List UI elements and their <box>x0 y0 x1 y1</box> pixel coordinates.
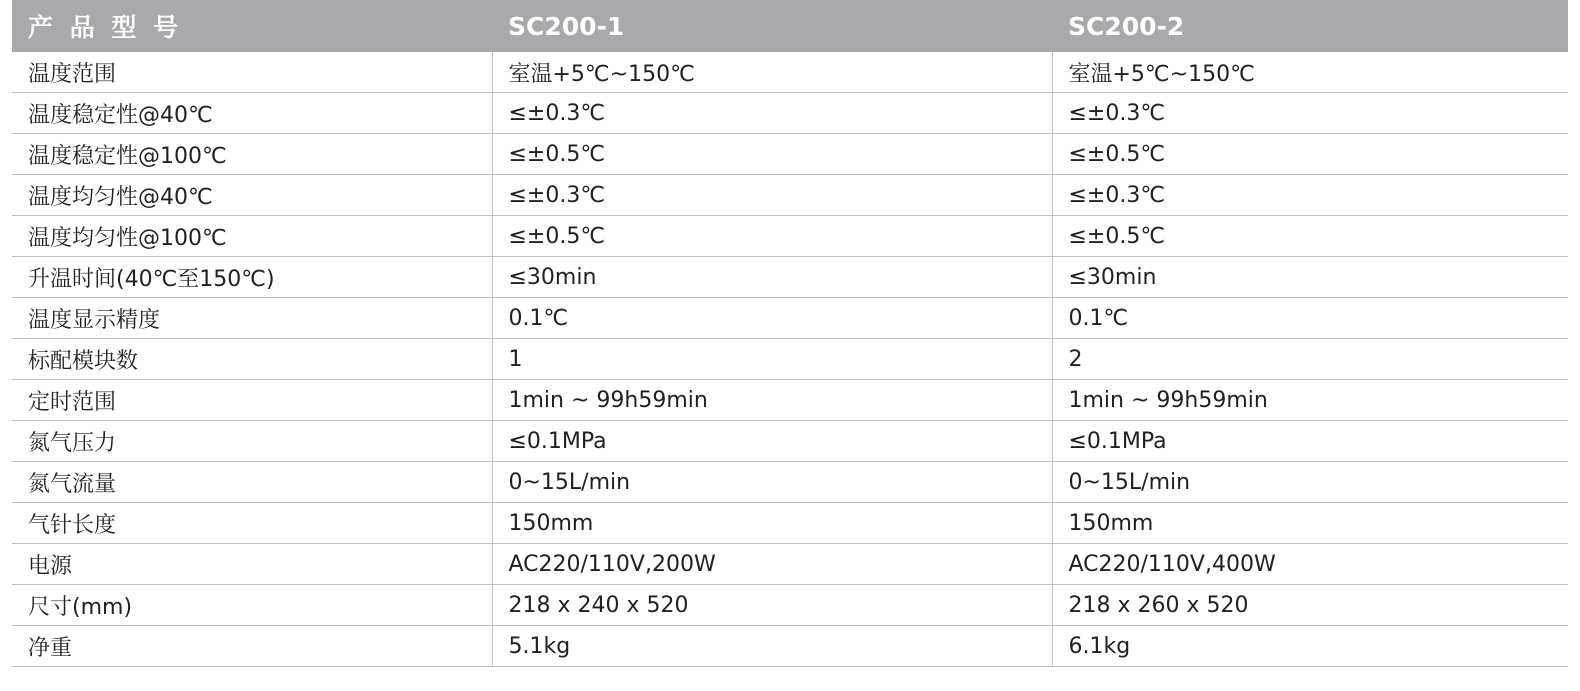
cell-value-model-2: 0~15L/min <box>1052 462 1568 503</box>
table-row <box>12 52 1568 93</box>
cell-value-model-2: ≤±0.5℃ <box>1052 216 1568 257</box>
cell-value-model-1: ≤30min <box>492 257 1052 298</box>
cell-value-model-2: ≤±0.3℃ <box>1052 175 1568 216</box>
cell-parameter: 温度显示精度 <box>12 298 492 339</box>
cell-value-model-2: 150mm <box>1052 503 1568 544</box>
cell-value-model-1: 150mm <box>492 503 1052 544</box>
cell-parameter: 温度范围 <box>12 52 492 93</box>
cell-value-model-1: ≤±0.5℃ <box>492 216 1052 257</box>
table-header <box>12 0 1568 52</box>
cell-parameter: 温度均匀性@40℃ <box>12 175 492 216</box>
table-body <box>12 52 1568 667</box>
table-row <box>12 421 1568 462</box>
cell-value-model-1: AC220/110V,200W <box>492 544 1052 585</box>
cell-value-model-1: 室温+5℃~150℃ <box>492 52 1052 93</box>
cell-parameter: 温度稳定性@40℃ <box>12 93 492 134</box>
cell-parameter: 标配模块数 <box>12 339 492 380</box>
cell-value-model-1: 0~15L/min <box>492 462 1052 503</box>
table-row <box>12 175 1568 216</box>
cell-parameter: 净重 <box>12 626 492 667</box>
table-row <box>12 216 1568 257</box>
table-row <box>12 93 1568 134</box>
cell-value-model-2: 0.1℃ <box>1052 298 1568 339</box>
cell-value-model-2: 6.1kg <box>1052 626 1568 667</box>
cell-value-model-2: 1min ~ 99h59min <box>1052 380 1568 421</box>
cell-value-model-1: ≤±0.5℃ <box>492 134 1052 175</box>
column-header-parameter: 产 品 型 号 <box>12 0 492 52</box>
table-row <box>12 585 1568 626</box>
table-row <box>12 298 1568 339</box>
table-row <box>12 257 1568 298</box>
cell-value-model-1: 1min ~ 99h59min <box>492 380 1052 421</box>
cell-parameter: 气针长度 <box>12 503 492 544</box>
column-header-model-1: SC200-1 <box>492 0 1052 52</box>
table-row <box>12 134 1568 175</box>
cell-value-model-1: 1 <box>492 339 1052 380</box>
cell-parameter: 氮气流量 <box>12 462 492 503</box>
cell-value-model-1: ≤±0.3℃ <box>492 93 1052 134</box>
table-row <box>12 503 1568 544</box>
cell-parameter: 尺寸(mm) <box>12 585 492 626</box>
cell-value-model-1: 218 x 240 x 520 <box>492 585 1052 626</box>
cell-parameter: 氮气压力 <box>12 421 492 462</box>
table-row <box>12 380 1568 421</box>
column-header-model-2: SC200-2 <box>1052 0 1568 52</box>
cell-parameter: 电源 <box>12 544 492 585</box>
cell-value-model-1: 0.1℃ <box>492 298 1052 339</box>
specifications-table <box>12 0 1568 667</box>
cell-value-model-2: 室温+5℃~150℃ <box>1052 52 1568 93</box>
cell-parameter: 温度均匀性@100℃ <box>12 216 492 257</box>
cell-value-model-2: AC220/110V,400W <box>1052 544 1568 585</box>
table-row <box>12 544 1568 585</box>
cell-value-model-2: 2 <box>1052 339 1568 380</box>
cell-parameter: 定时范围 <box>12 380 492 421</box>
cell-value-model-2: ≤±0.5℃ <box>1052 134 1568 175</box>
cell-value-model-2: ≤±0.3℃ <box>1052 93 1568 134</box>
cell-parameter: 温度稳定性@100℃ <box>12 134 492 175</box>
cell-value-model-2: ≤0.1MPa <box>1052 421 1568 462</box>
cell-parameter: 升温时间(40℃至150℃) <box>12 257 492 298</box>
table-row <box>12 339 1568 380</box>
cell-value-model-2: ≤30min <box>1052 257 1568 298</box>
cell-value-model-1: 5.1kg <box>492 626 1052 667</box>
table-header-row <box>12 0 1568 52</box>
cell-value-model-2: 218 x 260 x 520 <box>1052 585 1568 626</box>
table-row <box>12 462 1568 503</box>
table-row <box>12 626 1568 667</box>
cell-value-model-1: ≤±0.3℃ <box>492 175 1052 216</box>
cell-value-model-1: ≤0.1MPa <box>492 421 1052 462</box>
